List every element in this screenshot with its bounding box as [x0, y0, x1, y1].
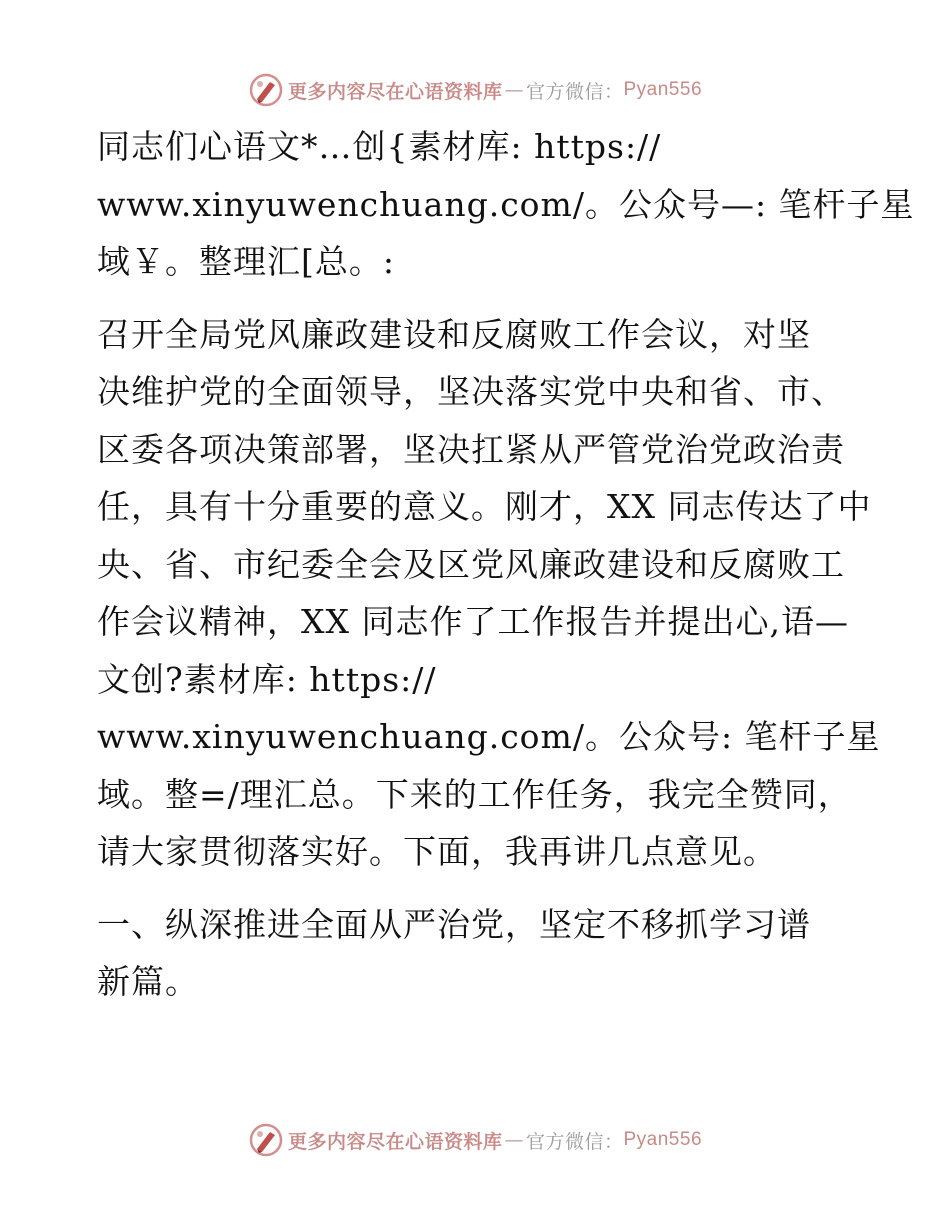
banner-separator: — [504, 1129, 524, 1151]
banner-wechat-id: Pyan556 [623, 1129, 703, 1150]
text-line: www.xinyuwenchuang.com/。公众号: 笔杆子星 [97, 717, 881, 756]
text-line: www.xinyuwenchuang.com/。公众号—: 笔杆子星 [97, 184, 915, 224]
paragraph-intro [97, 118, 915, 291]
banner-main-text: 更多内容尽在心语资料库 [287, 80, 503, 103]
header-watermark-banner [0, 70, 950, 110]
banner-wechat-label: 官方微信： [525, 80, 624, 103]
text-line: 同志们心语文*…创{素材库: https:// [97, 127, 662, 166]
text-line: 请大家贯彻落实好。下面，我再讲几点意见。 [97, 832, 777, 871]
text-line: 新篇。 [97, 962, 199, 1001]
banner-wechat-id: Pyan556 [623, 79, 703, 100]
text-line: 召开全局党风廉政建设和反腐败工作会议，对坚 [97, 314, 811, 354]
footer-watermark-banner [0, 1120, 950, 1160]
text-line: 作会议精神，XX 同志作了工作报告并提出心,语— [97, 602, 849, 641]
text-line: 域。整=/理汇总。下来的工作任务，我完全赞同， [97, 774, 852, 814]
text-line: 央、省、市纪委全会及区党风廉政建设和反腐败工 [97, 544, 845, 584]
text-line: 一、纵深推进全面从严治党，坚定不移抓学习谱 [97, 904, 811, 944]
text-line: 区委各项决策部署，坚决扛紧从严管党治党政治责 [97, 429, 845, 469]
pen-logo-icon [248, 1122, 284, 1158]
text-line: 域￥。整理汇[总。: [97, 242, 395, 281]
banner-wechat-label: 官方微信： [525, 1130, 624, 1153]
banner-main-text: 更多内容尽在心语资料库 [287, 1130, 503, 1153]
document-body [97, 118, 915, 1011]
paragraph-section-heading [97, 896, 857, 1011]
banner-separator: — [504, 79, 524, 101]
text-line: 任，具有十分重要的意义。刚才，XX 同志传达了中 [97, 487, 872, 526]
paragraph-main [97, 306, 881, 881]
pen-logo-icon [248, 72, 284, 108]
text-line: 决维护党的全面领导，坚决落实党中央和省、市、 [97, 372, 845, 411]
text-line: 文创?素材库: https:// [97, 659, 437, 699]
